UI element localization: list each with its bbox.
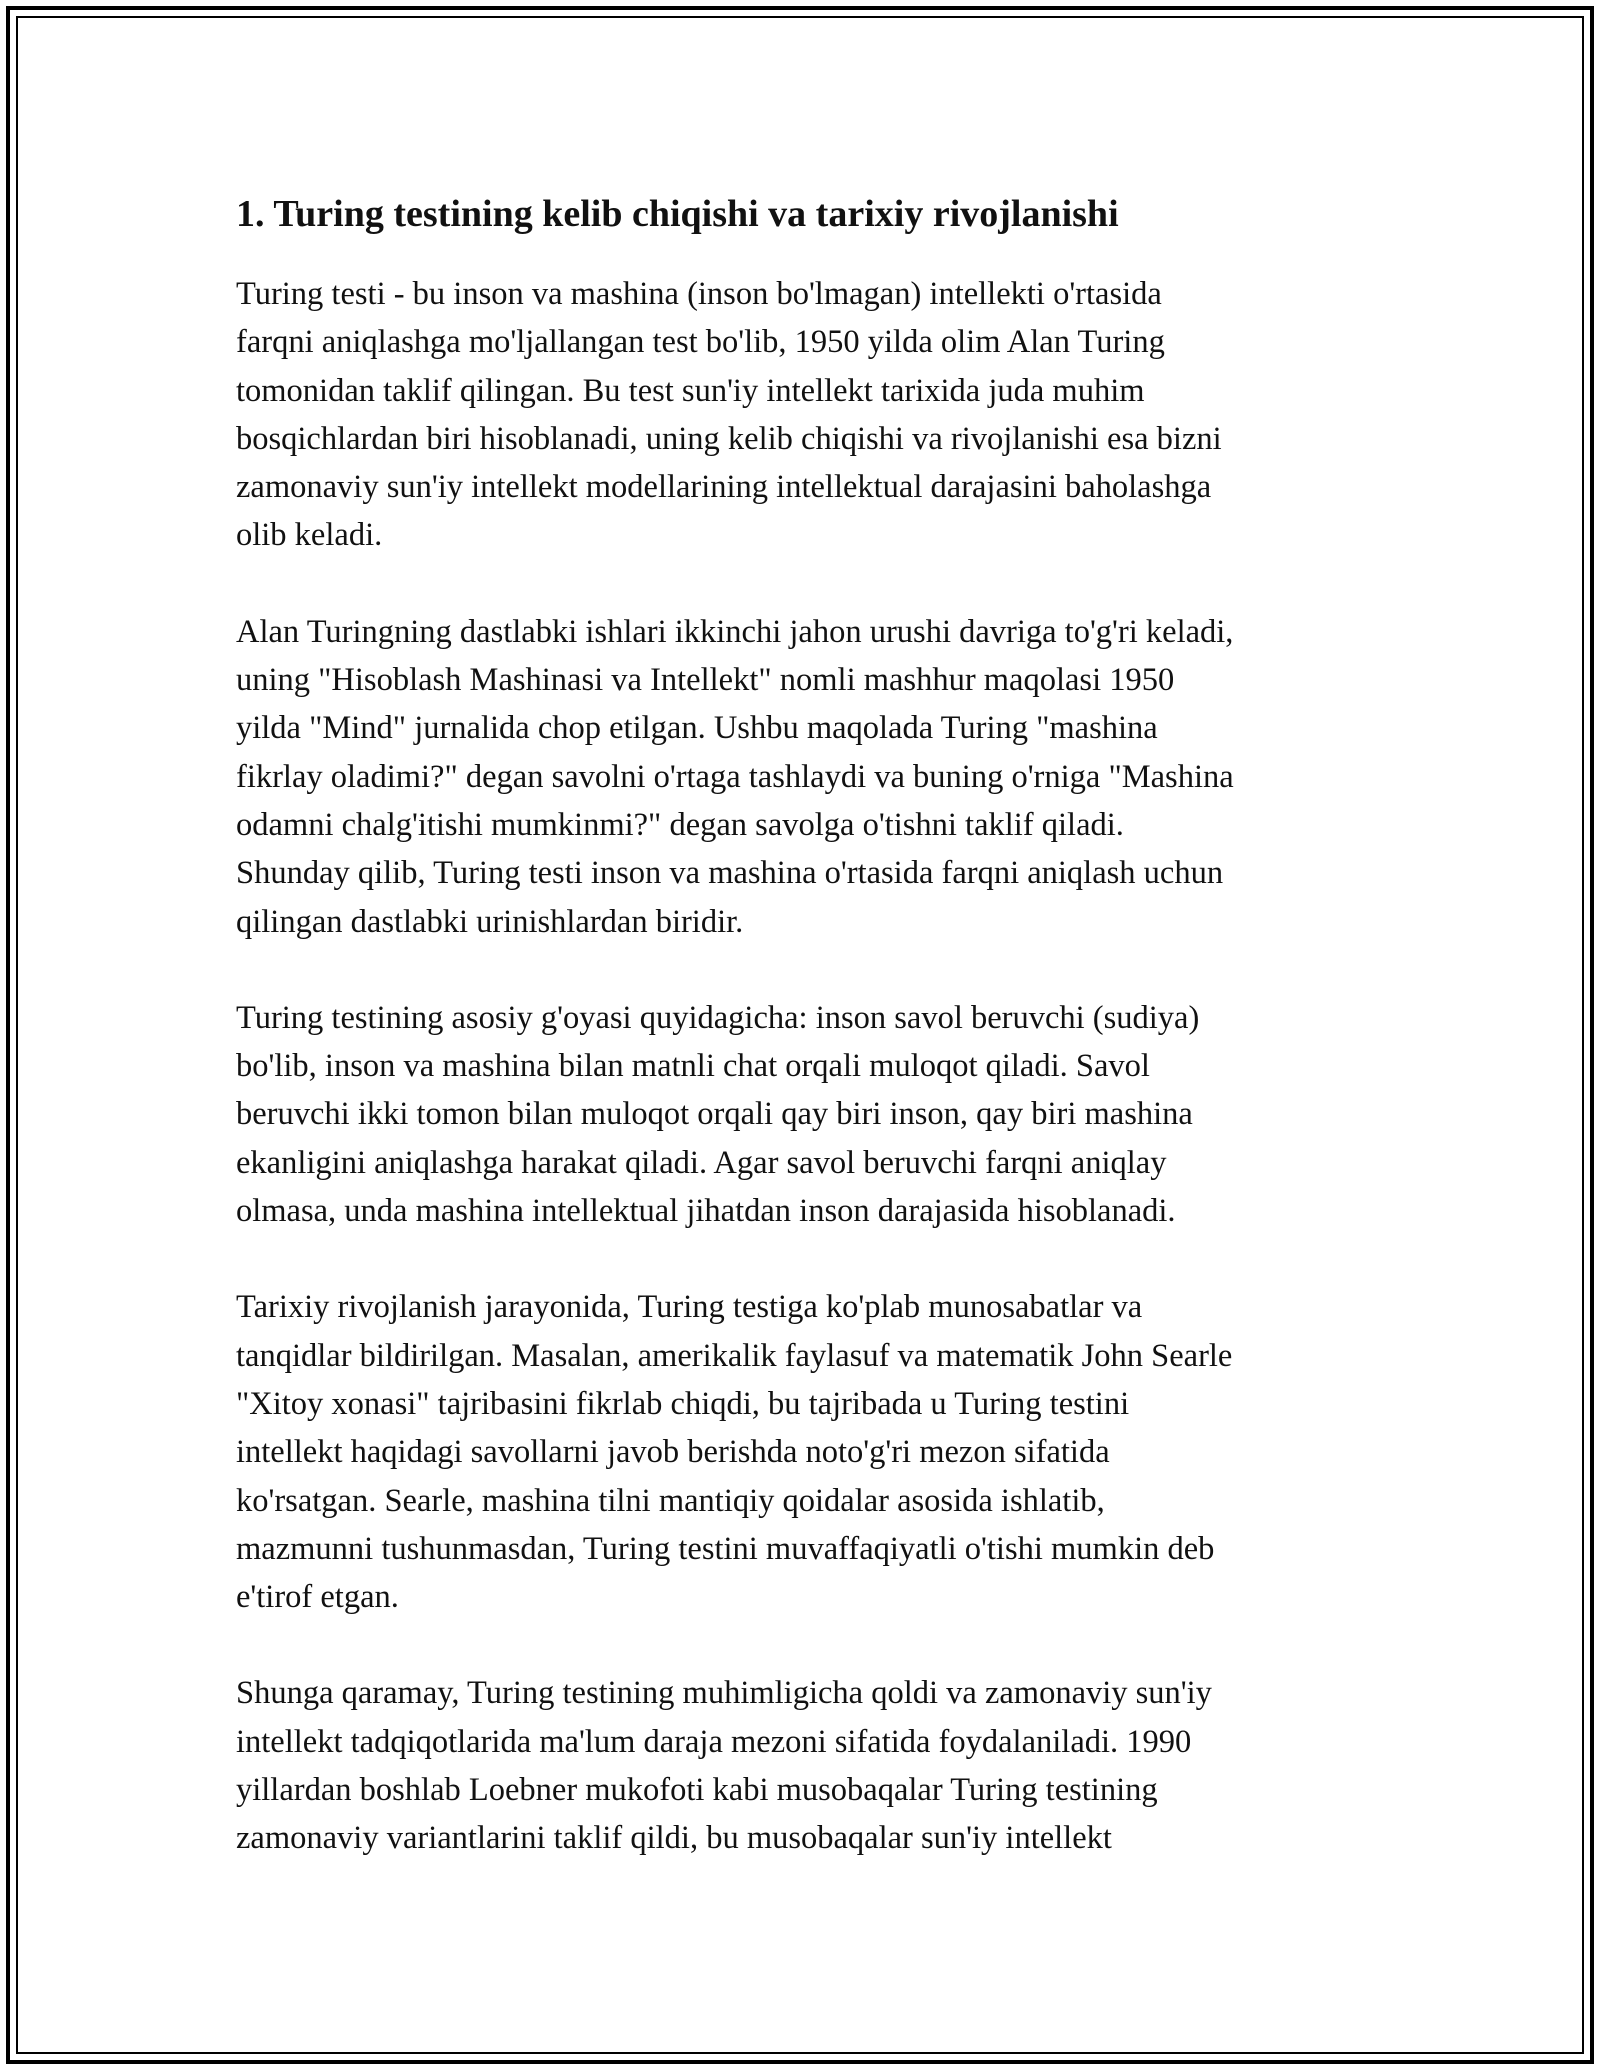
paragraph-3: Turing testining asosiy g'oyasi quyidagicha: inson savol beruvchi (sudiya) bo'lib, inson va mashina bilan matnli chat orqali muloqot qiladi. Savol beruvchi ikki tomon bilan muloqot orqali qay biri inson, qay biri mashina ekanligini aniqlashga harakat qiladi. Agar savol beruvchi farqni aniqlay olmasa, unda mashina intellektual jihatdan inson darajasida hisoblanadi.	[236, 999, 1200, 1230]
section-title: 1. Turing testining kelib chiqishi va tarixiy rivojlanishi	[236, 193, 1119, 235]
document-body	[236, 186, 1376, 1911]
paragraph-4: Tarixiy rivojlanish jarayonida, Turing testiga ko'plab munosabatlar va tanqidlar bildirilgan. Masalan, amerikalik faylasuf va matematik John Searle "Xitoy xonasi" tajribasini fikrlab chiqdi, bu tajribada u Turing testini intellekt haqidagi savollarni javob berishda noto'g'ri mezon sifatida ko'rsatgan. Searle, mashina tilni mantiqiy qoidalar asosida ishlatib, mazmunni tushunmasdan, Turing testini muvaffaqiyatli o'tishi mumkin deb e'tirof etgan.	[236, 1289, 1233, 1616]
paragraph-5: Shunga qaramay, Turing testining muhimligicha qoldi va zamonaviy sun'iy intellekt tadqiqotlarida ma'lum daraja mezoni sifatida foydalaniladi. 1990 yillardan boshlab Loebner mukofoti kabi musobaqalar Turing testining zamonaviy variantlarini taklif qildi, bu musobaqalar sun'iy intellekt	[236, 1675, 1212, 1857]
paragraph-1: Turing testi - bu inson va mashina (inson bo'lmagan) intellekti o'rtasida farqni aniqlashga mo'ljallangan test bo'lib, 1950 yilda olim Alan Turing tomonidan taklif qilingan. Bu test sun'iy intellekt tarixida juda muhim bosqichlardan biri hisoblanadi, uning kelib chiqishi va rivojlanishi esa bizni zamonaviy sun'iy intellekt modellarining intellektual darajasini baholashga olib keladi.	[236, 276, 1222, 554]
paragraph-2: Alan Turingning dastlabki ishlari ikkinchi jahon urushi davriga to'g'ri keladi, uning "Hisoblash Mashinasi va Intellekt" nomli mashhur maqolasi 1950 yilda "Mind" jurnalida chop etilgan. Ushbu maqolada Turing "mashina fikrlay oladimi?" degan savolni o'rtaga tashlaydi va buning o'rniga "Mashina odamni chalg'itishi mumkinmi?" degan savolga o'tishni taklif qiladi. Shunday qilib, Turing testi inson va mashina o'rtasida farqni aniqlash uchun qilingan dastlabki urinishlardan biridir.	[236, 613, 1234, 940]
